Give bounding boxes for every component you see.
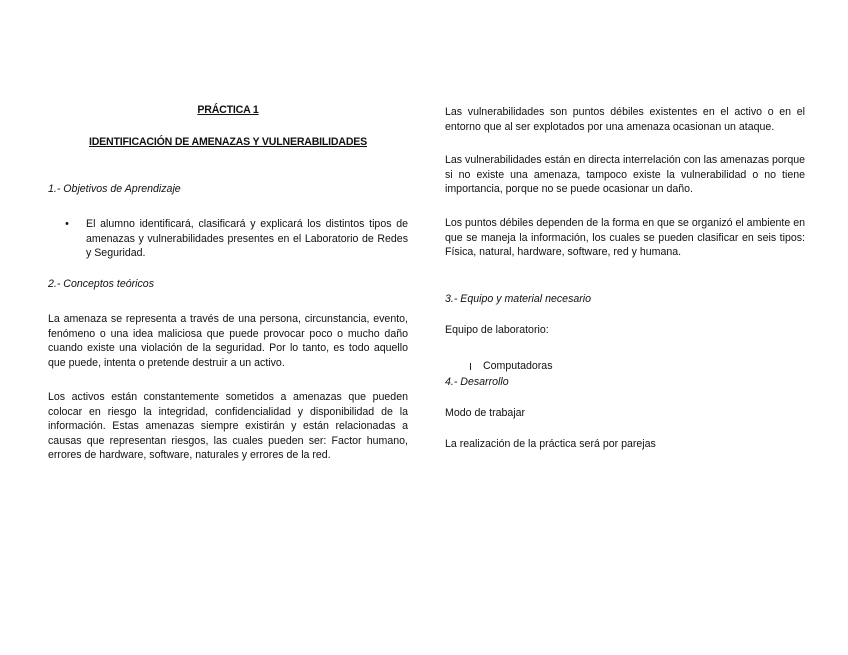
bullet-icon: • — [65, 218, 69, 230]
assets-paragraph: Los activos están constantemente sometidos a amenazas que pueden colocar en riesgo la integridad, confidencialidad y disponibilidad de la información. Estas amenazas siempre existirán y están relacionadas a causas que representan riesgos, las cuales pueden ser: Factor humano, errores de hardware, software, naturales y errores de la red. — [48, 391, 408, 462]
objectives-bullet-item — [48, 217, 408, 261]
interrelation-paragraph: Las vulnerabilidades están en directa interrelación con las amenazas porque si no existe una amenaza, tampoco existe la vulnerabilidad o no tiene importancia, porque no se puede ocasionar un daño. — [445, 154, 805, 196]
equipment-item-text: Computadoras — [483, 360, 553, 372]
page-subtitle: IDENTIFICACIÓN DE AMENAZAS Y VULNERABILIDADES — [88, 136, 368, 148]
page-title: PRÁCTICA 1 — [197, 104, 259, 116]
equipment-heading: 3.- Equipo y material necesario — [445, 293, 592, 305]
objectives-bullet-text: El alumno identificará, clasificará y explicará los distintos tipos de amenazas y vulnerabilidades presentes en el Laboratorio de Redes y Seguridad. — [86, 218, 408, 260]
equipment-list-item — [445, 359, 805, 374]
work-mode-label: Modo de trabajar — [445, 407, 526, 419]
weak-points-paragraph: Los puntos débiles dependen de la forma en que se organizó el ambiente en que se maneja la información, los cuales se pueden clasificar en seis tipos: Física, natural, hardware, software, red y humana. — [445, 217, 805, 259]
concepts-heading: 2.- Conceptos teóricos — [48, 278, 154, 290]
list-bullet-icon — [470, 363, 471, 370]
threat-paragraph: La amenaza se representa a través de una persona, circunstancia, evento, fenómeno o una idea maliciosa que puede provocar poco o mucho daño cuando existe una violación de la seguridad. Por lo tanto, es todo aquello que puede, intenta o pretende destruir a un activo. — [48, 313, 408, 369]
work-mode-text: La realización de la práctica será por parejas — [445, 438, 656, 450]
vulnerabilities-paragraph: Las vulnerabilidades son puntos débiles existentes en el activo o en el entorno que al ser explotados por una amenaza ocasionan un ataque. — [445, 106, 805, 133]
equipment-label: Equipo de laboratorio: — [445, 324, 549, 336]
development-heading: 4.- Desarrollo — [445, 376, 509, 388]
objectives-heading: 1.- Objetivos de Aprendizaje — [48, 183, 181, 195]
